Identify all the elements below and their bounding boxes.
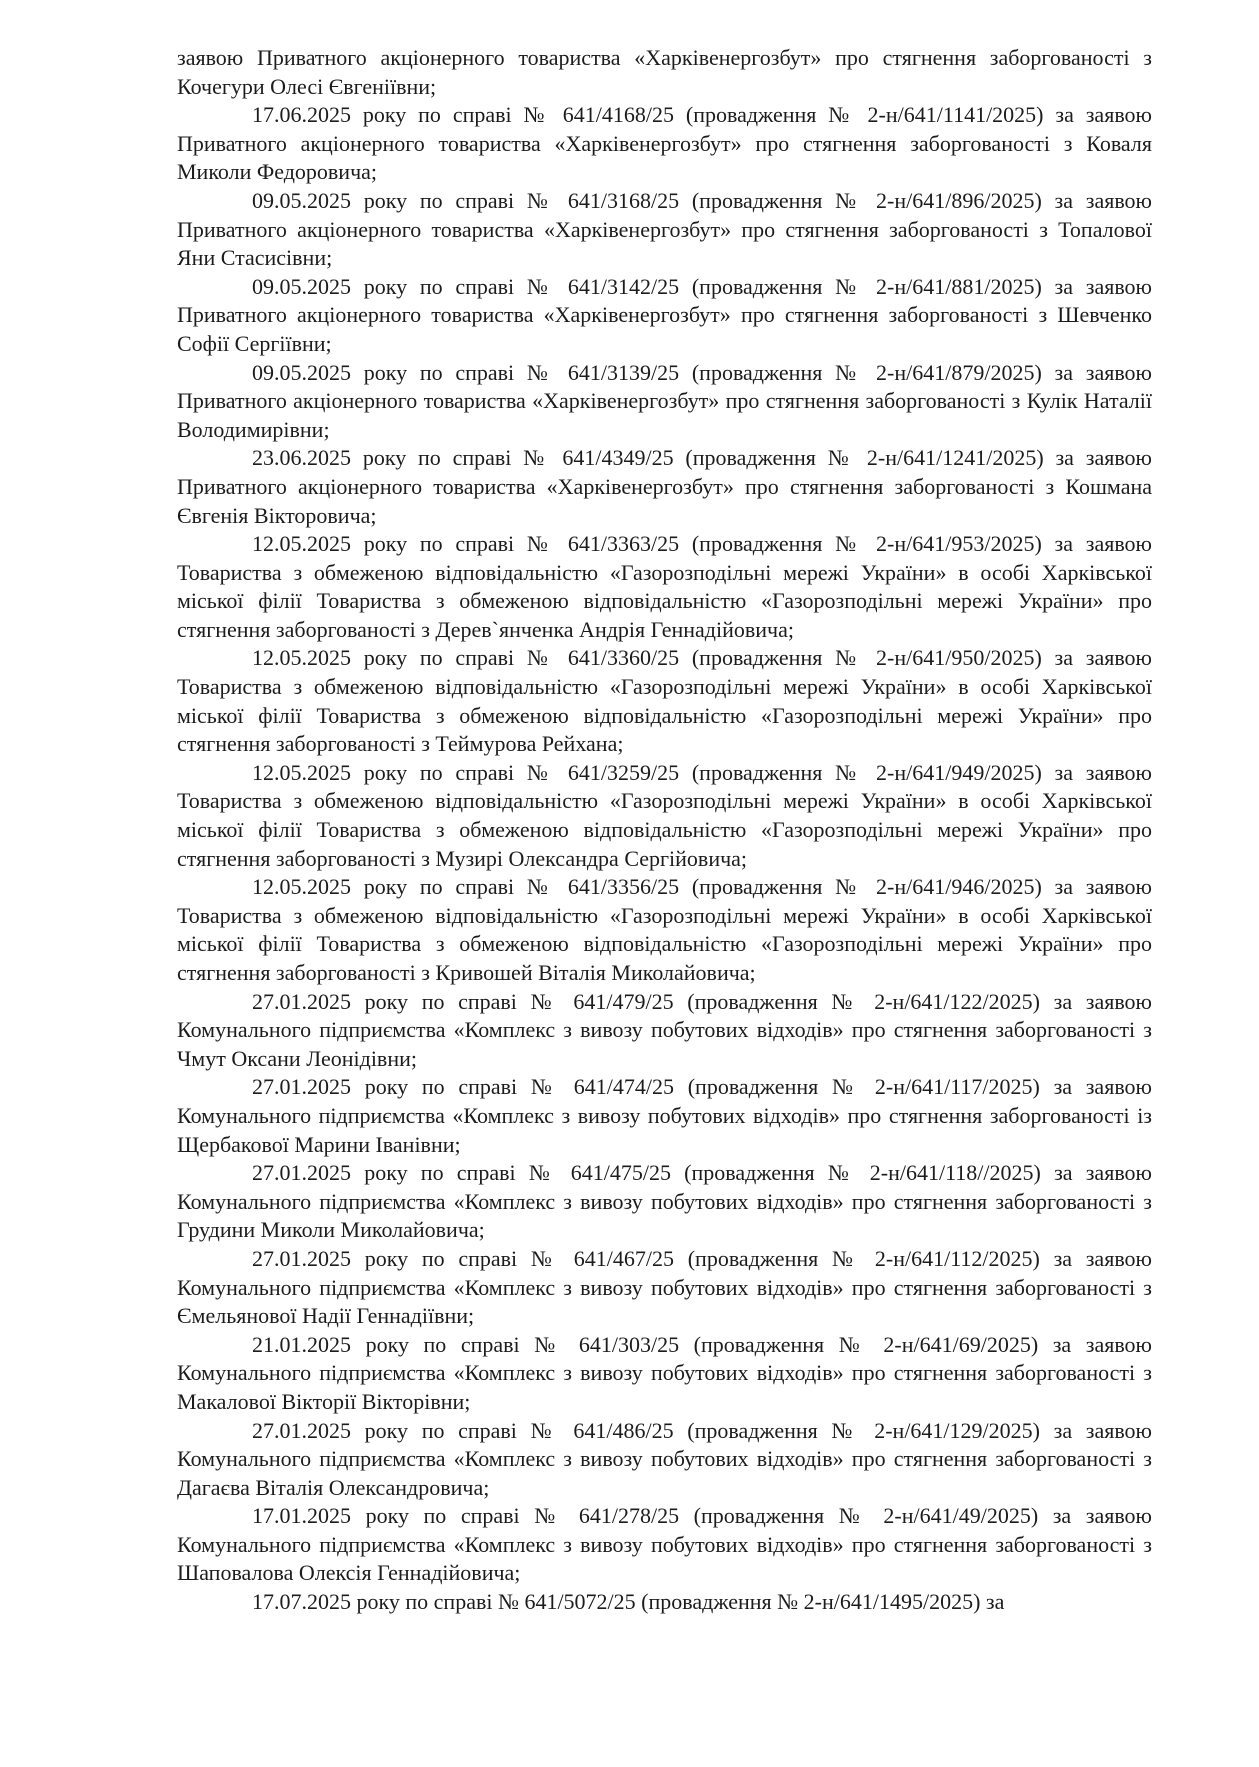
paragraph: 27.01.2025 року по справі № 641/467/25 (провадження № 2-н/641/112/2025) за заявою Комунального підприємства «Комплекс з вивозу побутових відходів» про стягнення заборгованості з Ємельянової Надії Геннадіївни; xyxy=(177,1245,1152,1329)
paragraph: 09.05.2025 року по справі № 641/3168/25 (провадження № 2-н/641/896/2025) за заявою Приватного акціонерного товариства «Харківенергозбут» про стягнення заборгованості з Топалової Яни Стасисівни; xyxy=(177,187,1152,271)
paragraph: 27.01.2025 року по справі № 641/479/25 (провадження № 2-н/641/122/2025) за заявою Комунального підприємства «Комплекс з вивозу побутових відходів» про стягнення заборгованості з Чмут Оксани Леонідівни; xyxy=(177,988,1152,1071)
paragraph: 12.05.2025 року по справі № 641/3356/25 (провадження № 2-н/641/946/2025) за заявою Товариства з обмеженою відповідальністю «Газорозподільні мережі України» в особі Харківської міської філії Товариства з обмеженою відповідальністю «Газорозподільні мережі України» про стягнення заборгованості з Кривошей Віталія Миколайовича; xyxy=(177,874,1152,985)
paragraph-last: 17.07.2025 року по справі № 641/5072/25 (провадження № 2-н/641/1495/2025) за xyxy=(252,1589,1005,1615)
paragraph: 12.05.2025 року по справі № 641/3360/25 (провадження № 2-н/641/950/2025) за заявою Товариства з обмеженою відповідальністю «Газорозподільні мережі України» в особі Харківської міської філії Товариства з обмеженою відповідальністю «Газорозподільні мережі України» про стягнення заборгованості з Теймурова Рейхана; xyxy=(177,645,1152,757)
paragraph: 21.01.2025 року по справі № 641/303/25 (провадження № 2-н/641/69/2025) за заявою Комунального підприємства «Комплекс з вивозу побутових відходів» про стягнення заборгованості з Макалової Вікторії Вікторівни; xyxy=(177,1331,1152,1414)
paragraph: 27.01.2025 року по справі № 641/474/25 (провадження № 2-н/641/117/2025) за заявою Комунального підприємства «Комплекс з вивозу побутових відходів» про стягнення заборгованості із Щербакової Марини Іванівни; xyxy=(177,1074,1152,1157)
paragraph: 09.05.2025 року по справі № 641/3142/25 (провадження № 2-н/641/881/2025) за заявою Приватного акціонерного товариства «Харківенергозбут» про стягнення заборгованості з Шевченко Софії Сергіївни; xyxy=(177,273,1152,356)
paragraph: 12.05.2025 року по справі № 641/3363/25 (провадження № 2-н/641/953/2025) за заявою Товариства з обмеженою відповідальністю «Газорозподільні мережі України» в особі Харківської міської філії Товариства з обмеженою відповідальністю «Газорозподільні мережі України» про стягнення заборгованості з Дерев`янченка Андрія Геннадійовича; xyxy=(177,531,1152,642)
paragraph: 12.05.2025 року по справі № 641/3259/25 (провадження № 2-н/641/949/2025) за заявою Товариства з обмеженою відповідальністю «Газорозподільні мережі України» в особі Харківської міської філії Товариства з обмеженою відповідальністю «Газорозподільні мережі України» про стягнення заборгованості з Музирі Олександра Сергійовича; xyxy=(177,759,1152,871)
paragraph: 17.06.2025 року по справі № 641/4168/25 (провадження № 2-н/641/1141/2025) за заявою Приватного акціонерного товариства «Харківенергозбут» про стягнення заборгованості з Коваля Миколи Федоровича; xyxy=(177,102,1152,185)
paragraph: 27.01.2025 року по справі № 641/475/25 (провадження № 2-н/641/118//2025) за заявою Комунального підприємства «Комплекс з вивозу побутових відходів» про стягнення заборгованості з Грудини Миколи Миколайовича; xyxy=(177,1160,1152,1243)
paragraph: 23.06.2025 року по справі № 641/4349/25 (провадження № 2-н/641/1241/2025) за заявою Приватного акціонерного товариства «Харківенергозбут» про стягнення заборгованості з Кошмана Євгенія Вікторовича; xyxy=(177,445,1152,528)
paragraph: 17.01.2025 року по справі № 641/278/25 (провадження № 2-н/641/49/2025) за заявою Комунального підприємства «Комплекс з вивозу побутових відходів» про стягнення заборгованості з Шаповалова Олексія Геннадійовича; xyxy=(177,1503,1152,1586)
paragraph: 09.05.2025 року по справі № 641/3139/25 (провадження № 2-н/641/879/2025) за заявою Приватного акціонерного товариства «Харківенергозбут» про стягнення заборгованості з Кулік Наталії Володимирівни; xyxy=(177,359,1152,442)
paragraph-continuation: заявою Приватного акціонерного товариства «Харківенергозбут» про стягнення заборгованості з Кочегури Олесі Євгеніївни; xyxy=(177,45,1152,99)
document-text-body xyxy=(177,44,1152,1617)
paragraph: 27.01.2025 року по справі № 641/486/25 (провадження № 2-н/641/129/2025) за заявою Комунального підприємства «Комплекс з вивозу побутових відходів» про стягнення заборгованості з Дагаєва Віталія Олександровича; xyxy=(177,1417,1152,1500)
